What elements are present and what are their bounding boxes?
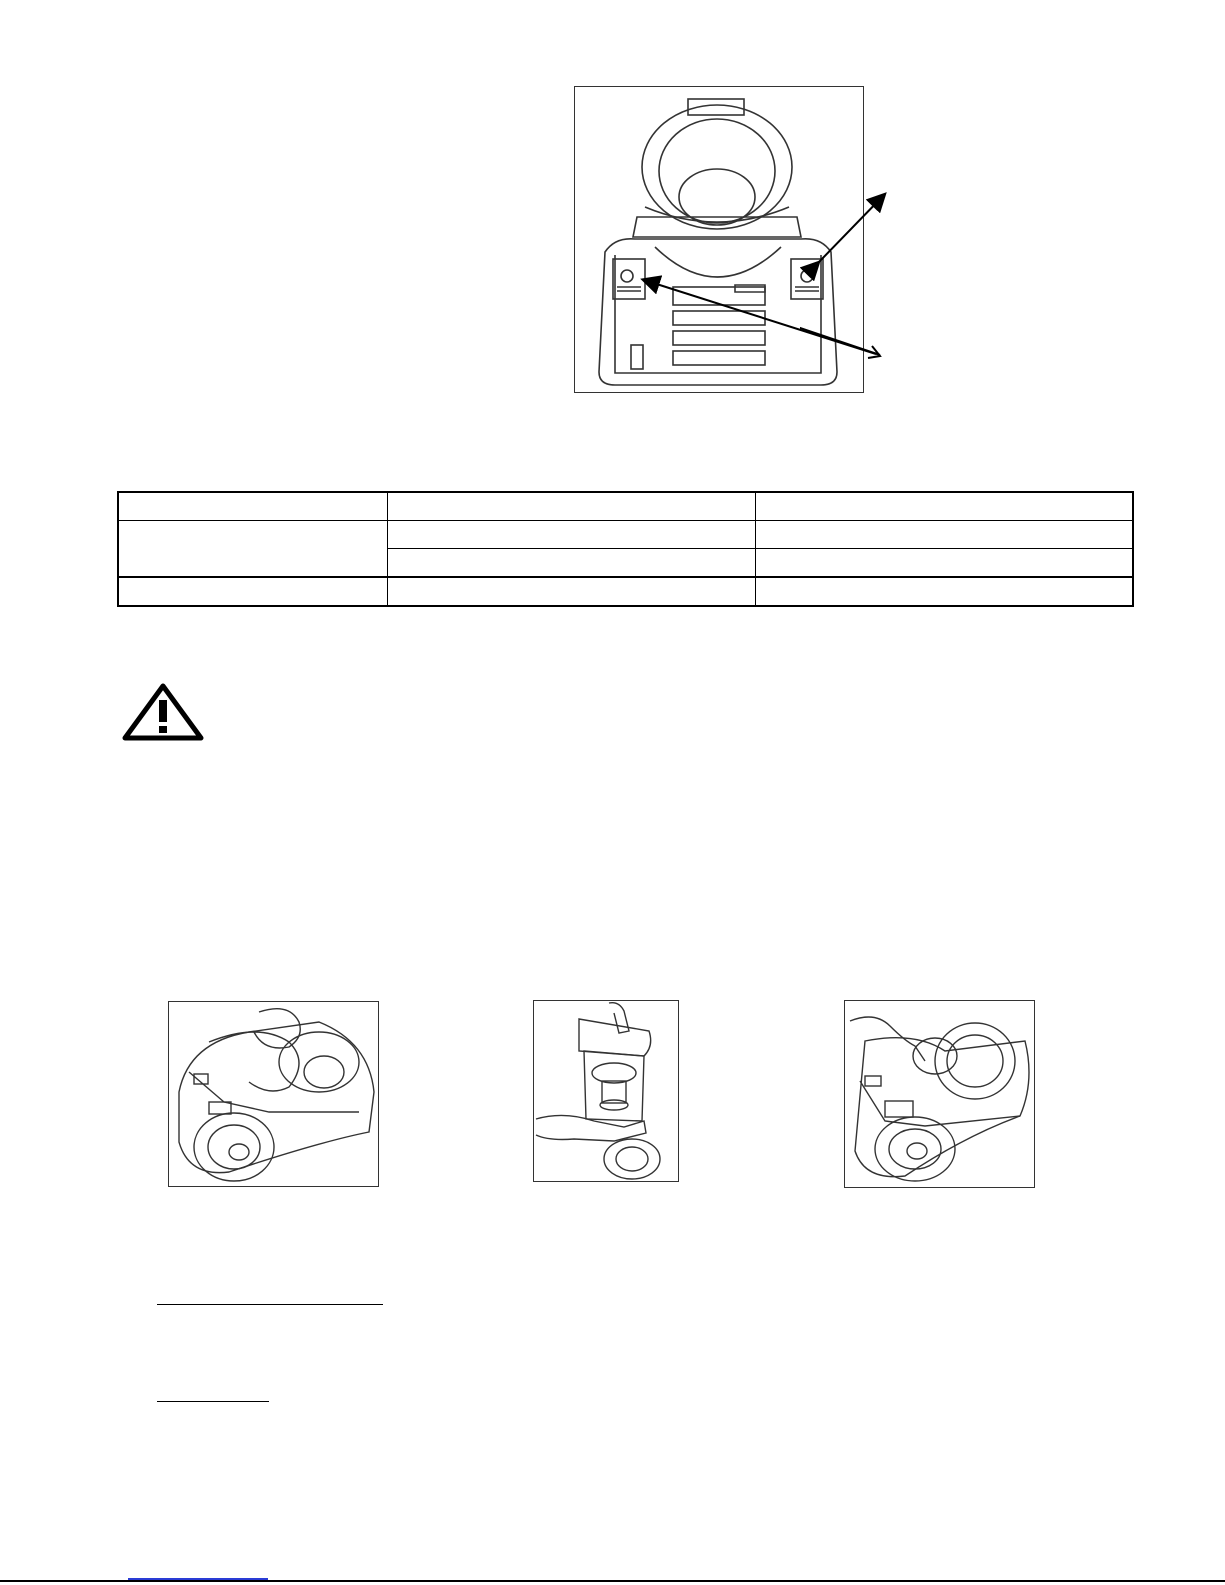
replace-dust-container-illustration	[845, 1001, 1033, 1186]
figure-step-replace-container	[844, 1000, 1035, 1188]
warning-triangle-icon	[122, 683, 204, 741]
table-cell	[755, 577, 1133, 606]
table-cell	[755, 549, 1133, 578]
figure-step-remove-container	[533, 1000, 679, 1182]
callout-arrow-left-latch	[640, 270, 890, 370]
table-cell	[118, 492, 387, 521]
section-heading-underline	[157, 1401, 269, 1402]
table-cell	[387, 492, 755, 521]
spec-table	[117, 491, 1134, 607]
open-dust-container-lid-illustration	[169, 1002, 377, 1185]
table-row	[118, 577, 1133, 606]
table-cell	[387, 521, 755, 549]
table-cell	[118, 577, 387, 606]
remove-dust-container-illustration	[534, 1001, 677, 1180]
section-heading-underline	[157, 1304, 383, 1305]
table-cell	[755, 492, 1133, 521]
table-row	[118, 521, 1133, 549]
footer-link[interactable]	[128, 1578, 268, 1580]
table-cell	[387, 549, 755, 578]
table-cell	[387, 577, 755, 606]
figure-step-open-lid	[168, 1001, 379, 1187]
table-row	[118, 492, 1133, 521]
table-cell	[118, 521, 387, 578]
table-cell	[755, 521, 1133, 549]
footer-rule	[0, 1580, 1225, 1582]
